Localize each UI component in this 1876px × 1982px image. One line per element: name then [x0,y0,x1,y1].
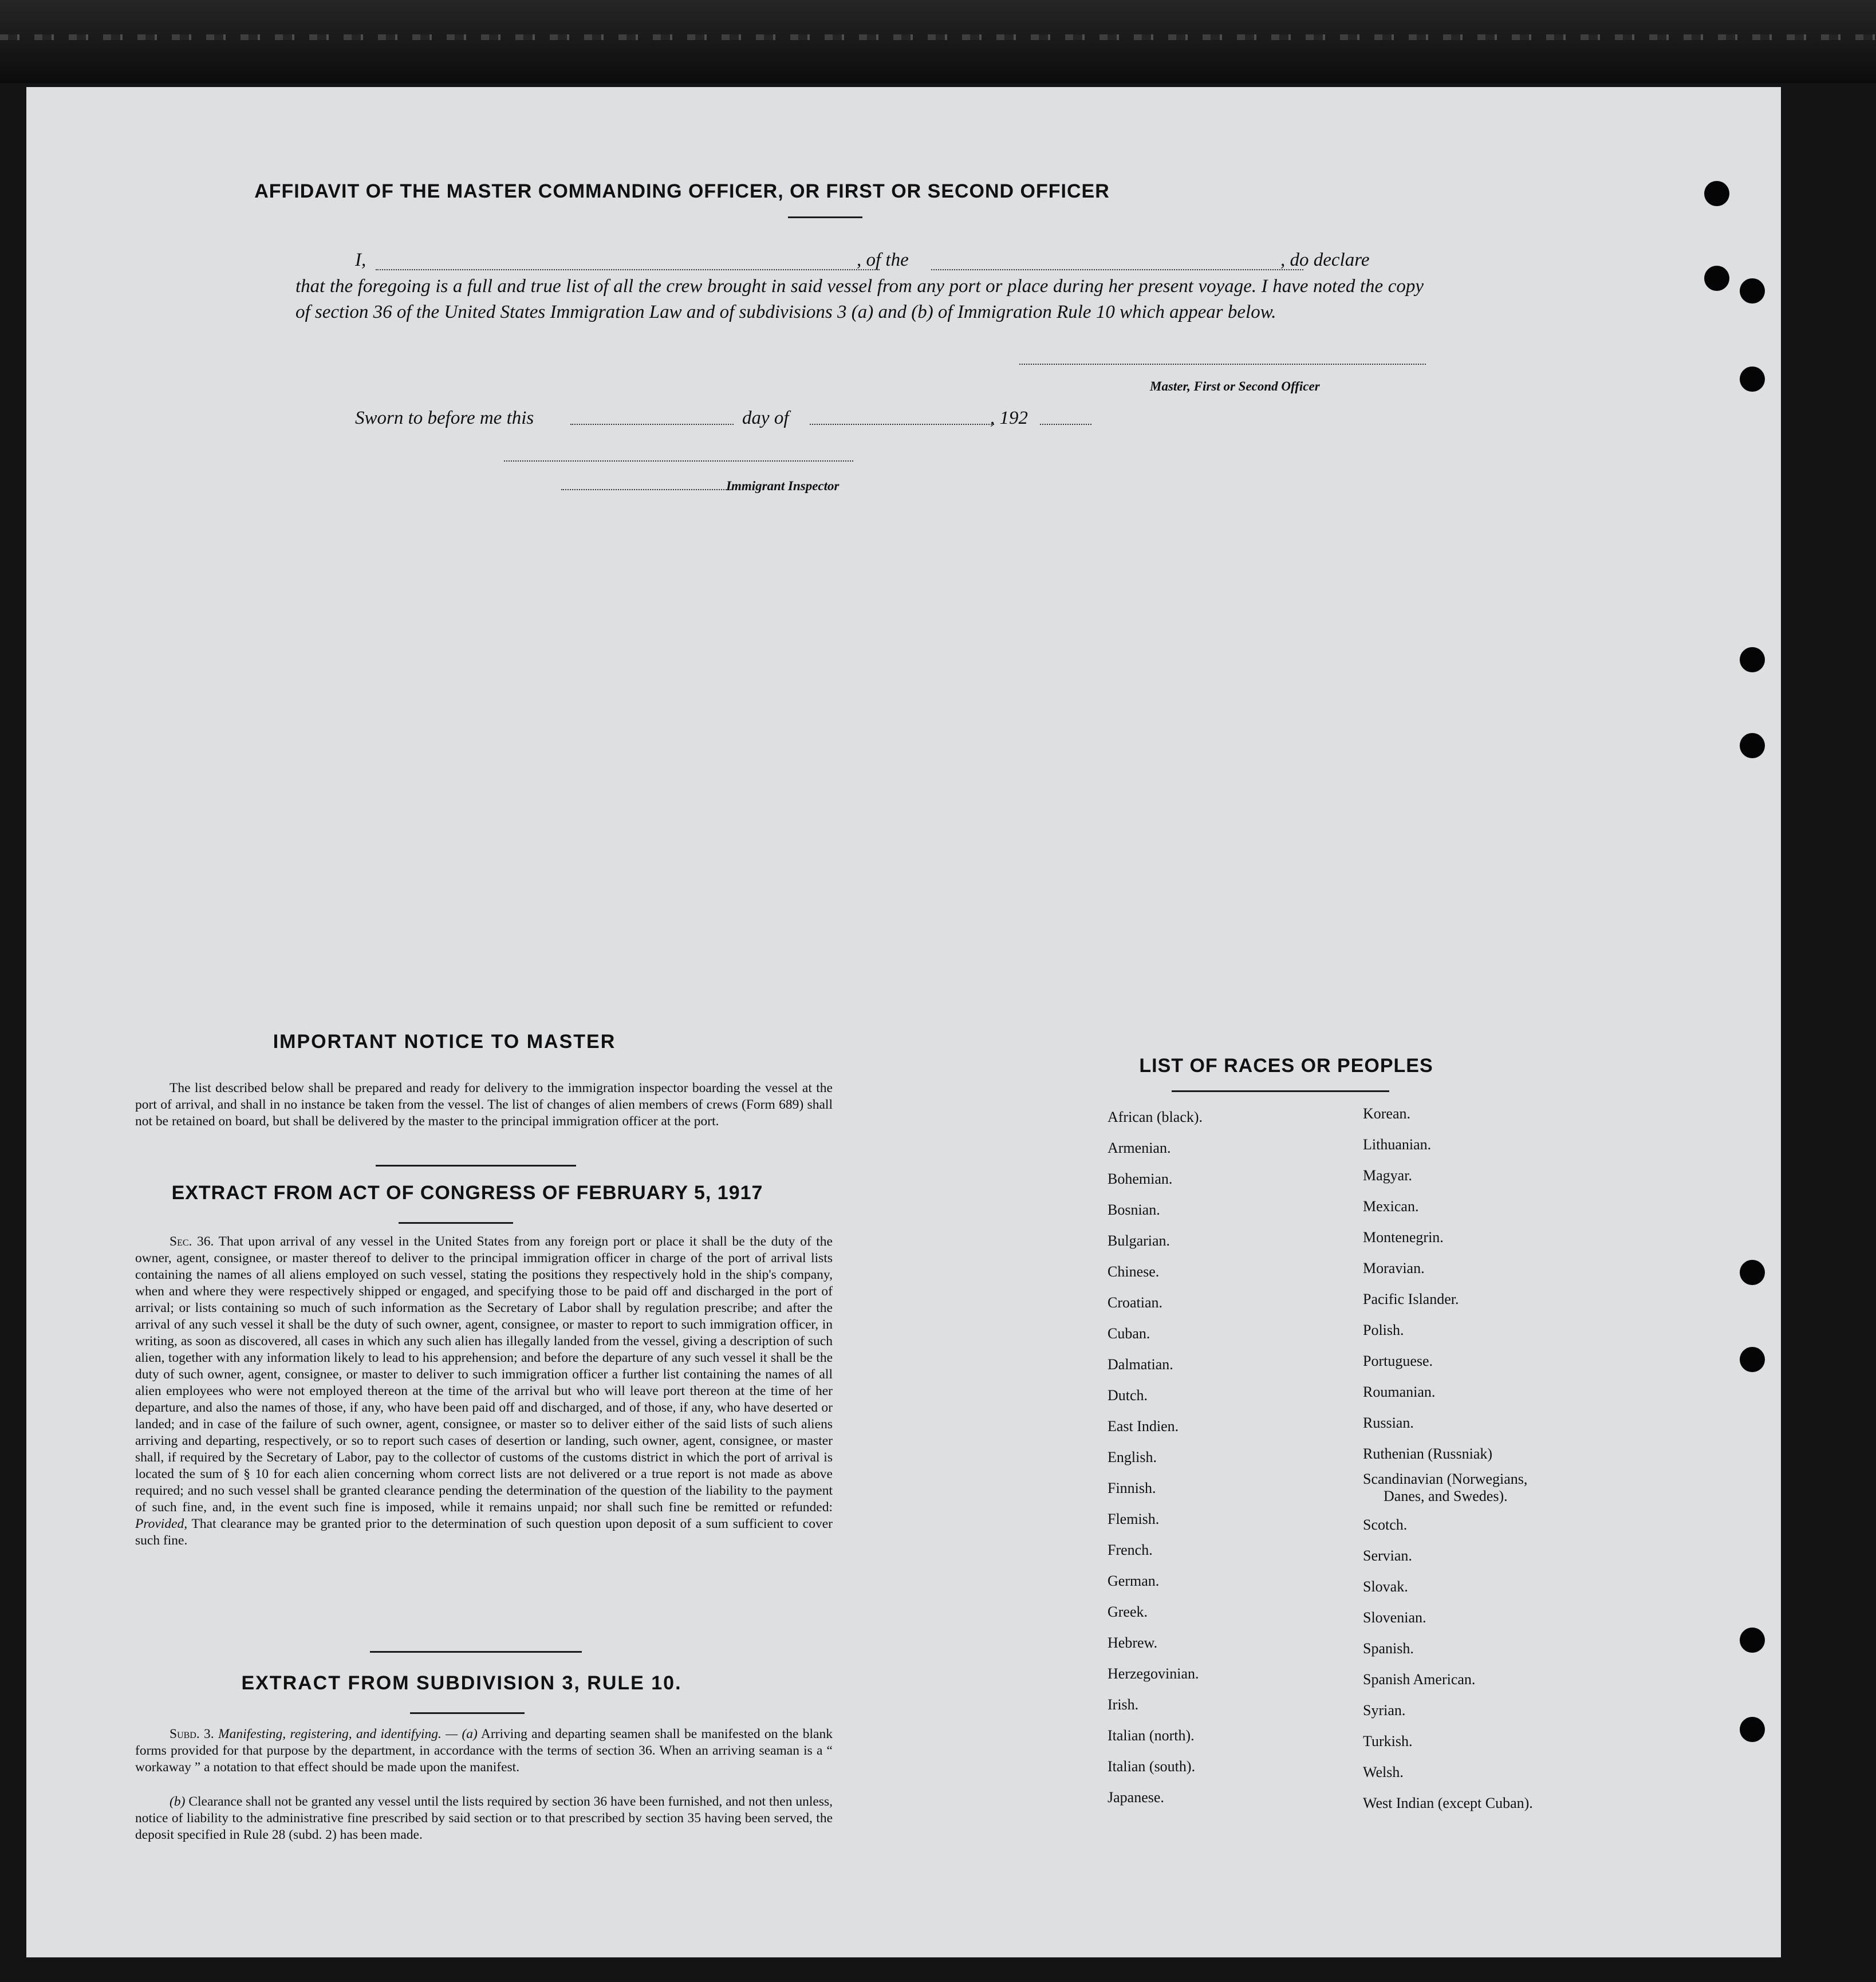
race-item: Irish. [1108,1696,1139,1713]
race-item: Spanish American. [1363,1671,1476,1688]
race-item: Danes, and Swedes). [1384,1488,1508,1504]
race-item: Armenian. [1108,1140,1171,1156]
race-item: Syrian. [1363,1702,1406,1719]
notice-title: IMPORTANT NOTICE TO MASTER [273,1031,616,1053]
sworn-day-blank[interactable] [570,424,734,425]
race-item: Bosnian. [1108,1201,1160,1218]
affidavit-line-declare: , do declare [1280,250,1370,270]
race-item: African (black). [1108,1109,1203,1125]
act-text [135,1234,833,1549]
affidavit-body: that the foregoing is a full and true list of all the crew brought in said vessel from any port or place during her present voyage. I have noted the copy of section 36 of the United States Immigration Law and of subdivisions 3 (a) and (b) of Immigration Rule 10 which appear below. [295,276,1424,322]
sworn-year: , 192 [990,408,1028,428]
race-item: Korean. [1363,1105,1411,1122]
race-item: Dutch. [1108,1387,1148,1404]
affidavit-line-of-the: , of the [857,250,909,270]
race-item: Chinese. [1108,1263,1160,1280]
race-item: Bohemian. [1108,1171,1173,1187]
affidavit-title-underline [788,216,862,218]
punch-hole [1740,278,1765,304]
race-item: German. [1108,1573,1160,1589]
race-item: Moravian. [1363,1260,1425,1276]
race-item: English. [1108,1449,1157,1465]
punch-hole [1704,266,1729,291]
act-title: EXTRACT FROM ACT OF CONGRESS OF FEBRUARY 5, 1917 [171,1182,763,1204]
race-item: Flemish. [1108,1511,1160,1527]
race-item: Hebrew. [1108,1634,1158,1651]
punch-hole [1740,367,1765,392]
act-sec-label: Sec. 36. [170,1234,214,1249]
race-item: Finnish. [1108,1480,1156,1496]
race-item: Herzegovinian. [1108,1665,1199,1682]
race-item: Lithuanian. [1363,1136,1432,1153]
rule-subd-b [135,1794,833,1843]
sworn-day-of: day of [742,408,789,428]
race-item: Bulgarian. [1108,1232,1170,1249]
notice-text: The list described below shall be prepared and ready for delivery to the immigration inspector boarding the vessel at the port of arrival, and shall in no instance be taken from the vessel. The list of changes of alien members of crews (Form 689) shall not be retained on board, but shall be delivered by the master to the principal immigration officer at the port. [135,1081,833,1129]
race-item: Greek. [1108,1603,1148,1620]
race-item: Slovenian. [1363,1609,1426,1626]
race-item: Roumanian. [1363,1384,1436,1400]
act-proviso-label: Provided, [135,1516,188,1531]
race-item: Croatian. [1108,1294,1163,1311]
rule-title: EXTRACT FROM SUBDIVISION 3, RULE 10. [241,1672,682,1694]
act-body: That upon arrival of any vessel in the United States from any foreign port or place it shall be the duty of the owner, agent, consignee, or master thereof to deliver to the principal immigration officer in charge of the port of arrival lists containing the names of all aliens employed on such vessel, stating the positions they respectively hold in the ship's company, when and where they were respectively shipped or engaged, and specifying those to be paid off and discharged in the port of arrival; or lists containing so much of such information as the Secretary of Labor shall by regulation prescribe; and after the arrival of any such vessel it shall be the duty of such owner, agent, consignee, or master to report to such immigration officer, in writing, as soon as discovered, all cases in which any such alien has illegally landed from the vessel, giving a description of such alien, together with any information likely to lead to his apprehension; and before the departure of any such vessel it shall be the duty of such owner, agent, consignee, or master to deliver to such immigration officer a further list containing the names of all alien employees who were not employed thereon at the time of the arrival but who will leave port thereon at the time of her departure, and also the names of those, if any, who have been paid off and discharged, and of those, if any, who have deserted or landed; and in case of the failure of such owner, agent, consignee, or master so to deliver either of the said lists of such aliens arriving and departing, respectively, or so to report such cases of desertion or landing, such owner, agent, consignee, or master shall, if required by the Secretary of Labor, pay to the collector of customs of the customs district in which the port of arrival is located the sum of § 10 for each alien concerning whom correct lists are not delivered or a true report is not made as above required; and no such vessel shall be granted clearance pending the determination of the question of the liability to the payment of such fine, and, in the event such fine is imposed, while it remains unpaid; nor shall such fine be remitted or refunded: [135,1234,833,1515]
race-item: Pacific Islander. [1363,1291,1459,1307]
race-item: Cuban. [1108,1325,1150,1342]
race-item: Russian. [1363,1414,1414,1431]
race-item: Italian (north). [1108,1727,1195,1744]
punch-hole [1740,1260,1765,1285]
races-title-underline [1172,1090,1389,1092]
scan-streak [0,34,1876,40]
punch-hole [1740,733,1765,758]
race-item: Ruthenian (Russniak) [1363,1445,1493,1462]
signature-line[interactable] [1019,364,1426,365]
punch-hole [1740,647,1765,672]
signature-caption: Master, First or Second Officer [1150,379,1320,393]
punch-hole [1740,1628,1765,1653]
race-item: Welsh. [1363,1764,1404,1780]
name-blank[interactable] [376,269,880,270]
race-item: Dalmatian. [1108,1356,1173,1373]
races-title: LIST OF RACES OR PEOPLES [1139,1055,1433,1077]
act-proviso-text: That clearance may be granted prior to the determination of such question upon deposit of a sum sufficient to cover such fine. [135,1516,833,1548]
inspector-line-short[interactable] [561,489,733,490]
race-item: Montenegrin. [1363,1229,1444,1246]
rule-subd-text: Arriving and departing seamen shall be manifested on the blank forms provided for that purpose by the department, in accordance with the terms of section 36. When an arriving seaman is a “ workaway ” a notation to that effect should be made upon the manifest. [135,1727,833,1775]
race-item: Spanish. [1363,1640,1414,1657]
sworn-year-blank[interactable] [1040,424,1091,425]
scan-border-top [0,0,1876,83]
notice-divider [376,1165,576,1167]
affidavit-title: AFFIDAVIT OF THE MASTER COMMANDING OFFICER, OR FIRST OR SECOND OFFICER [254,180,1110,202]
rule-b-label: (b) [170,1794,186,1809]
race-item: Turkish. [1363,1733,1413,1749]
affidavit-line-i: I, [355,250,366,270]
inspector-caption: Immigrant Inspector [726,479,840,493]
race-item: Italian (south). [1108,1758,1196,1775]
sworn-text: Sworn to before me this [355,408,534,428]
punch-hole [1740,1347,1765,1372]
rule-title-underline [410,1712,525,1714]
race-item: Portuguese. [1363,1353,1433,1369]
race-item: Scandinavian (Norwegians, [1363,1471,1528,1487]
race-item: Slovak. [1363,1578,1408,1595]
vessel-blank[interactable] [931,269,1303,270]
rule-subd-heading: Manifesting, registering, and identifying. — (a) [218,1727,478,1741]
race-item: Polish. [1363,1322,1404,1338]
sworn-month-blank[interactable] [810,424,994,425]
punch-hole [1704,181,1729,206]
inspector-line[interactable] [504,460,853,462]
race-item: Japanese. [1108,1789,1164,1806]
race-item: Scotch. [1363,1516,1408,1533]
race-item: Magyar. [1363,1167,1412,1184]
act-title-underline [399,1222,513,1224]
race-item: East Indien. [1108,1418,1179,1435]
rule-subd-a [135,1726,833,1776]
race-item: West Indian (except Cuban). [1363,1795,1533,1811]
race-item: Servian. [1363,1547,1412,1564]
act-divider [370,1651,582,1653]
race-item: Mexican. [1363,1198,1419,1215]
race-item: French. [1108,1542,1153,1558]
rule-b-text: Clearance shall not be granted any vessel until the lists required by section 36 have been furnished, and not then unless, notice of liability to the administrative fine prescribed by said section or to that prescribed by section 35 having been served, the deposit specified in Rule 28 (subd. 2) has been made. [135,1794,833,1842]
document-sheet [26,87,1781,1957]
rule-subd-label: Subd. 3. [170,1727,214,1741]
punch-hole [1740,1717,1765,1742]
